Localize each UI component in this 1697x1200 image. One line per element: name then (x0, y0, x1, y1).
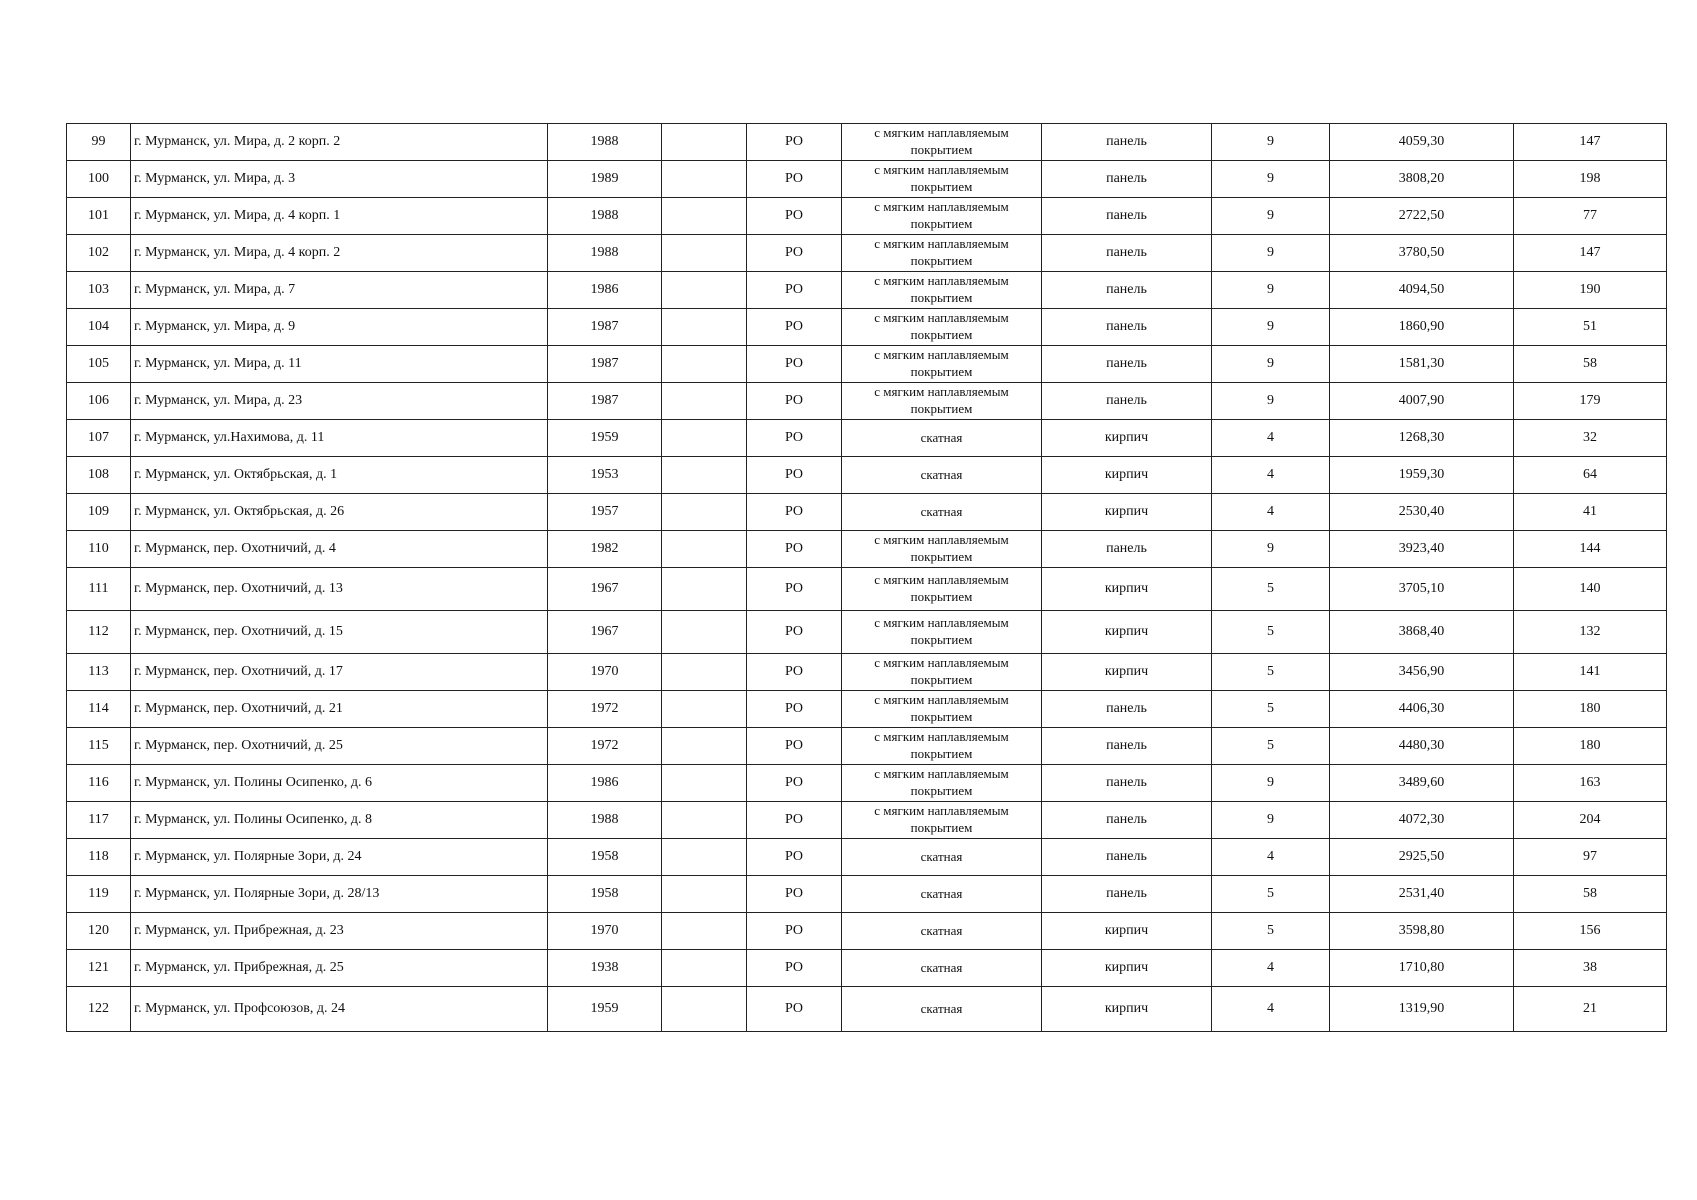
roof-type-cell: с мягким наплавляемым покрытием (842, 272, 1042, 309)
floors-cell: 4 (1212, 494, 1330, 531)
floors-cell: 4 (1212, 950, 1330, 987)
floors-cell: 4 (1212, 839, 1330, 876)
row-number-cell: 120 (67, 913, 131, 950)
empty-cell (662, 346, 747, 383)
address-cell: г. Мурманск, ул. Мира, д. 3 (131, 161, 548, 198)
owner-type-cell: РО (747, 987, 842, 1032)
area-cell: 1581,30 (1330, 346, 1514, 383)
wall-material-cell: панель (1042, 876, 1212, 913)
floors-cell: 9 (1212, 765, 1330, 802)
area-cell: 4072,30 (1330, 802, 1514, 839)
table-row (67, 765, 1667, 802)
residents-cell: 97 (1514, 839, 1667, 876)
owner-type-cell: РО (747, 691, 842, 728)
row-number-cell: 107 (67, 420, 131, 457)
empty-cell (662, 124, 747, 161)
table-row (67, 420, 1667, 457)
build-year-cell: 1986 (548, 765, 662, 802)
area-cell: 3705,10 (1330, 568, 1514, 611)
area-cell: 2530,40 (1330, 494, 1514, 531)
wall-material-cell: панель (1042, 383, 1212, 420)
area-cell: 3598,80 (1330, 913, 1514, 950)
table-row (67, 457, 1667, 494)
wall-material-cell: кирпич (1042, 457, 1212, 494)
empty-cell (662, 611, 747, 654)
build-year-cell: 1958 (548, 876, 662, 913)
wall-material-cell: панель (1042, 272, 1212, 309)
roof-type-cell: с мягким наплавляемым покрытием (842, 235, 1042, 272)
wall-material-cell: панель (1042, 124, 1212, 161)
owner-type-cell: РО (747, 950, 842, 987)
floors-cell: 4 (1212, 457, 1330, 494)
row-number-cell: 122 (67, 987, 131, 1032)
floors-cell: 9 (1212, 235, 1330, 272)
area-cell: 3489,60 (1330, 765, 1514, 802)
wall-material-cell: панель (1042, 839, 1212, 876)
row-number-cell: 99 (67, 124, 131, 161)
owner-type-cell: РО (747, 802, 842, 839)
roof-type-cell: с мягким наплавляемым покрытием (842, 124, 1042, 161)
residents-cell: 163 (1514, 765, 1667, 802)
empty-cell (662, 765, 747, 802)
owner-type-cell: РО (747, 654, 842, 691)
area-cell: 4406,30 (1330, 691, 1514, 728)
address-cell: г. Мурманск, пер. Охотничий, д. 25 (131, 728, 548, 765)
roof-type-cell: скатная (842, 913, 1042, 950)
owner-type-cell: РО (747, 913, 842, 950)
empty-cell (662, 235, 747, 272)
table-row (67, 728, 1667, 765)
owner-type-cell: РО (747, 839, 842, 876)
floors-cell: 9 (1212, 346, 1330, 383)
area-cell: 3808,20 (1330, 161, 1514, 198)
owner-type-cell: РО (747, 457, 842, 494)
floors-cell: 5 (1212, 568, 1330, 611)
residents-cell: 41 (1514, 494, 1667, 531)
wall-material-cell: панель (1042, 346, 1212, 383)
owner-type-cell: РО (747, 876, 842, 913)
table-row (67, 802, 1667, 839)
address-cell: г. Мурманск, ул. Мира, д. 11 (131, 346, 548, 383)
table-row (67, 950, 1667, 987)
residents-cell: 64 (1514, 457, 1667, 494)
residents-cell: 58 (1514, 876, 1667, 913)
table-row (67, 161, 1667, 198)
floors-cell: 9 (1212, 309, 1330, 346)
roof-type-cell: скатная (842, 839, 1042, 876)
empty-cell (662, 568, 747, 611)
empty-cell (662, 457, 747, 494)
floors-cell: 9 (1212, 383, 1330, 420)
table-row (67, 309, 1667, 346)
table-row (67, 346, 1667, 383)
empty-cell (662, 950, 747, 987)
roof-type-cell: с мягким наплавляемым покрытием (842, 161, 1042, 198)
residents-cell: 21 (1514, 987, 1667, 1032)
floors-cell: 5 (1212, 913, 1330, 950)
residents-cell: 180 (1514, 728, 1667, 765)
wall-material-cell: панель (1042, 765, 1212, 802)
wall-material-cell: панель (1042, 728, 1212, 765)
floors-cell: 5 (1212, 611, 1330, 654)
table-row (67, 987, 1667, 1032)
residents-cell: 140 (1514, 568, 1667, 611)
address-cell: г. Мурманск, ул. Прибрежная, д. 23 (131, 913, 548, 950)
table-row (67, 611, 1667, 654)
floors-cell: 5 (1212, 654, 1330, 691)
roof-type-cell: скатная (842, 457, 1042, 494)
table-row (67, 876, 1667, 913)
wall-material-cell: панель (1042, 235, 1212, 272)
floors-cell: 4 (1212, 987, 1330, 1032)
row-number-cell: 101 (67, 198, 131, 235)
roof-type-cell: скатная (842, 950, 1042, 987)
empty-cell (662, 691, 747, 728)
build-year-cell: 1972 (548, 728, 662, 765)
row-number-cell: 115 (67, 728, 131, 765)
area-cell: 1268,30 (1330, 420, 1514, 457)
area-cell: 2722,50 (1330, 198, 1514, 235)
owner-type-cell: РО (747, 235, 842, 272)
residents-cell: 156 (1514, 913, 1667, 950)
floors-cell: 4 (1212, 420, 1330, 457)
table-row (67, 531, 1667, 568)
roof-type-cell: скатная (842, 876, 1042, 913)
wall-material-cell: кирпич (1042, 568, 1212, 611)
table-row (67, 383, 1667, 420)
area-cell: 2925,50 (1330, 839, 1514, 876)
area-cell: 3868,40 (1330, 611, 1514, 654)
empty-cell (662, 876, 747, 913)
roof-type-cell: с мягким наплавляемым покрытием (842, 765, 1042, 802)
residents-cell: 190 (1514, 272, 1667, 309)
build-year-cell: 1989 (548, 161, 662, 198)
residents-cell: 51 (1514, 309, 1667, 346)
wall-material-cell: кирпич (1042, 420, 1212, 457)
row-number-cell: 116 (67, 765, 131, 802)
wall-material-cell: панель (1042, 309, 1212, 346)
build-year-cell: 1970 (548, 913, 662, 950)
owner-type-cell: РО (747, 161, 842, 198)
roof-type-cell: скатная (842, 420, 1042, 457)
table-row (67, 272, 1667, 309)
wall-material-cell: кирпич (1042, 987, 1212, 1032)
residents-cell: 132 (1514, 611, 1667, 654)
table-row (67, 691, 1667, 728)
row-number-cell: 121 (67, 950, 131, 987)
floors-cell: 9 (1212, 161, 1330, 198)
empty-cell (662, 494, 747, 531)
wall-material-cell: панель (1042, 161, 1212, 198)
row-number-cell: 118 (67, 839, 131, 876)
build-year-cell: 1972 (548, 691, 662, 728)
build-year-cell: 1957 (548, 494, 662, 531)
address-cell: г. Мурманск, ул. Мира, д. 2 корп. 2 (131, 124, 548, 161)
owner-type-cell: РО (747, 272, 842, 309)
row-number-cell: 103 (67, 272, 131, 309)
area-cell: 1710,80 (1330, 950, 1514, 987)
row-number-cell: 102 (67, 235, 131, 272)
empty-cell (662, 161, 747, 198)
owner-type-cell: РО (747, 383, 842, 420)
floors-cell: 5 (1212, 691, 1330, 728)
build-year-cell: 1953 (548, 457, 662, 494)
build-year-cell: 1959 (548, 420, 662, 457)
build-year-cell: 1986 (548, 272, 662, 309)
empty-cell (662, 728, 747, 765)
row-number-cell: 106 (67, 383, 131, 420)
address-cell: г. Мурманск, ул. Мира, д. 4 корп. 2 (131, 235, 548, 272)
address-cell: г. Мурманск, ул. Полярные Зори, д. 28/13 (131, 876, 548, 913)
area-cell: 4007,90 (1330, 383, 1514, 420)
empty-cell (662, 839, 747, 876)
build-year-cell: 1988 (548, 235, 662, 272)
floors-cell: 9 (1212, 531, 1330, 568)
owner-type-cell: РО (747, 765, 842, 802)
roof-type-cell: с мягким наплавляемым покрытием (842, 568, 1042, 611)
wall-material-cell: панель (1042, 531, 1212, 568)
empty-cell (662, 383, 747, 420)
empty-cell (662, 913, 747, 950)
residents-cell: 38 (1514, 950, 1667, 987)
residents-cell: 198 (1514, 161, 1667, 198)
build-year-cell: 1959 (548, 987, 662, 1032)
table-row (67, 913, 1667, 950)
address-cell: г. Мурманск, пер. Охотничий, д. 15 (131, 611, 548, 654)
wall-material-cell: панель (1042, 802, 1212, 839)
residents-cell: 204 (1514, 802, 1667, 839)
address-cell: г. Мурманск, ул. Прибрежная, д. 25 (131, 950, 548, 987)
build-year-cell: 1987 (548, 309, 662, 346)
empty-cell (662, 198, 747, 235)
roof-type-cell: с мягким наплавляемым покрытием (842, 728, 1042, 765)
address-cell: г. Мурманск, ул. Полины Осипенко, д. 8 (131, 802, 548, 839)
address-cell: г. Мурманск, пер. Охотничий, д. 4 (131, 531, 548, 568)
address-cell: г. Мурманск, ул. Мира, д. 9 (131, 309, 548, 346)
floors-cell: 9 (1212, 802, 1330, 839)
empty-cell (662, 802, 747, 839)
row-number-cell: 119 (67, 876, 131, 913)
table-body (67, 124, 1667, 1032)
residents-cell: 32 (1514, 420, 1667, 457)
address-cell: г. Мурманск, ул. Мира, д. 4 корп. 1 (131, 198, 548, 235)
row-number-cell: 112 (67, 611, 131, 654)
area-cell: 1860,90 (1330, 309, 1514, 346)
build-year-cell: 1988 (548, 198, 662, 235)
build-year-cell: 1987 (548, 346, 662, 383)
area-cell: 2531,40 (1330, 876, 1514, 913)
owner-type-cell: РО (747, 124, 842, 161)
area-cell: 1959,30 (1330, 457, 1514, 494)
wall-material-cell: кирпич (1042, 654, 1212, 691)
floors-cell: 9 (1212, 272, 1330, 309)
empty-cell (662, 309, 747, 346)
build-year-cell: 1988 (548, 802, 662, 839)
owner-type-cell: РО (747, 309, 842, 346)
residents-cell: 141 (1514, 654, 1667, 691)
row-number-cell: 110 (67, 531, 131, 568)
empty-cell (662, 272, 747, 309)
address-cell: г. Мурманск, пер. Охотничий, д. 17 (131, 654, 548, 691)
floors-cell: 9 (1212, 124, 1330, 161)
wall-material-cell: кирпич (1042, 494, 1212, 531)
build-year-cell: 1958 (548, 839, 662, 876)
row-number-cell: 105 (67, 346, 131, 383)
floors-cell: 5 (1212, 728, 1330, 765)
address-cell: г. Мурманск, ул.Нахимова, д. 11 (131, 420, 548, 457)
residents-cell: 77 (1514, 198, 1667, 235)
residents-cell: 58 (1514, 346, 1667, 383)
roof-type-cell: с мягким наплавляемым покрытием (842, 309, 1042, 346)
roof-type-cell: с мягким наплавляемым покрытием (842, 346, 1042, 383)
address-cell: г. Мурманск, ул. Мира, д. 23 (131, 383, 548, 420)
area-cell: 1319,90 (1330, 987, 1514, 1032)
wall-material-cell: кирпич (1042, 913, 1212, 950)
row-number-cell: 111 (67, 568, 131, 611)
residents-cell: 147 (1514, 124, 1667, 161)
address-cell: г. Мурманск, пер. Охотничий, д. 21 (131, 691, 548, 728)
roof-type-cell: с мягким наплавляемым покрытием (842, 802, 1042, 839)
owner-type-cell: РО (747, 611, 842, 654)
table-row (67, 494, 1667, 531)
empty-cell (662, 420, 747, 457)
roof-type-cell: скатная (842, 987, 1042, 1032)
wall-material-cell: кирпич (1042, 950, 1212, 987)
floors-cell: 9 (1212, 198, 1330, 235)
table-row (67, 568, 1667, 611)
table-row (67, 235, 1667, 272)
wall-material-cell: панель (1042, 198, 1212, 235)
residents-cell: 144 (1514, 531, 1667, 568)
owner-type-cell: РО (747, 346, 842, 383)
address-cell: г. Мурманск, ул. Октябрьская, д. 26 (131, 494, 548, 531)
build-year-cell: 1970 (548, 654, 662, 691)
build-year-cell: 1982 (548, 531, 662, 568)
row-number-cell: 117 (67, 802, 131, 839)
address-cell: г. Мурманск, ул. Мира, д. 7 (131, 272, 548, 309)
table-row (67, 198, 1667, 235)
area-cell: 3923,40 (1330, 531, 1514, 568)
address-cell: г. Мурманск, ул. Полины Осипенко, д. 6 (131, 765, 548, 802)
address-cell: г. Мурманск, ул. Октябрьская, д. 1 (131, 457, 548, 494)
housing-registry-table (66, 123, 1667, 1032)
residents-cell: 180 (1514, 691, 1667, 728)
floors-cell: 5 (1212, 876, 1330, 913)
address-cell: г. Мурманск, ул. Профсоюзов, д. 24 (131, 987, 548, 1032)
wall-material-cell: панель (1042, 691, 1212, 728)
address-cell: г. Мурманск, пер. Охотничий, д. 13 (131, 568, 548, 611)
residents-cell: 179 (1514, 383, 1667, 420)
wall-material-cell: кирпич (1042, 611, 1212, 654)
area-cell: 3780,50 (1330, 235, 1514, 272)
area-cell: 4059,30 (1330, 124, 1514, 161)
roof-type-cell: с мягким наплавляемым покрытием (842, 691, 1042, 728)
roof-type-cell: с мягким наплавляемым покрытием (842, 531, 1042, 568)
area-cell: 4094,50 (1330, 272, 1514, 309)
build-year-cell: 1967 (548, 611, 662, 654)
roof-type-cell: с мягким наплавляемым покрытием (842, 383, 1042, 420)
empty-cell (662, 654, 747, 691)
row-number-cell: 109 (67, 494, 131, 531)
row-number-cell: 104 (67, 309, 131, 346)
roof-type-cell: с мягким наплавляемым покрытием (842, 611, 1042, 654)
area-cell: 3456,90 (1330, 654, 1514, 691)
owner-type-cell: РО (747, 568, 842, 611)
build-year-cell: 1938 (548, 950, 662, 987)
build-year-cell: 1987 (548, 383, 662, 420)
owner-type-cell: РО (747, 531, 842, 568)
table-row (67, 654, 1667, 691)
row-number-cell: 100 (67, 161, 131, 198)
empty-cell (662, 531, 747, 568)
owner-type-cell: РО (747, 728, 842, 765)
build-year-cell: 1988 (548, 124, 662, 161)
row-number-cell: 114 (67, 691, 131, 728)
residents-cell: 147 (1514, 235, 1667, 272)
roof-type-cell: скатная (842, 494, 1042, 531)
owner-type-cell: РО (747, 420, 842, 457)
address-cell: г. Мурманск, ул. Полярные Зори, д. 24 (131, 839, 548, 876)
table-row (67, 839, 1667, 876)
owner-type-cell: РО (747, 198, 842, 235)
owner-type-cell: РО (747, 494, 842, 531)
roof-type-cell: с мягким наплавляемым покрытием (842, 198, 1042, 235)
row-number-cell: 108 (67, 457, 131, 494)
build-year-cell: 1967 (548, 568, 662, 611)
row-number-cell: 113 (67, 654, 131, 691)
table-row (67, 124, 1667, 161)
area-cell: 4480,30 (1330, 728, 1514, 765)
roof-type-cell: с мягким наплавляемым покрытием (842, 654, 1042, 691)
empty-cell (662, 987, 747, 1032)
